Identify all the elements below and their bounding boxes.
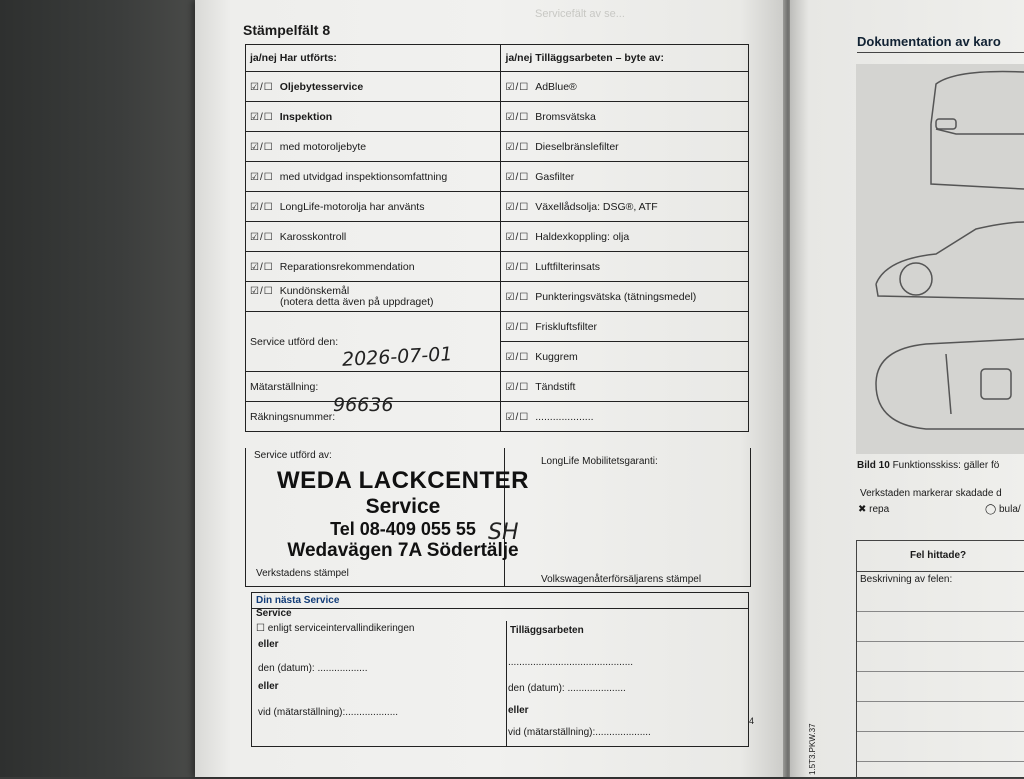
left-row: ☑/☐ Reparationsrekommendation (246, 252, 501, 282)
next-service-header: Service (256, 608, 292, 619)
checkbox-icon[interactable]: ☑/☐ (250, 141, 274, 153)
defects-found-header: Fel hittade? (910, 550, 967, 561)
page-title: Stämpelfält 8 (243, 22, 331, 38)
right-row: ☑/☐ Luftfilterinsats (501, 252, 749, 282)
handwritten-initials: SH (488, 520, 519, 545)
left-row: ☑/☐ Karosskontroll (246, 222, 501, 252)
car-outline-icon (856, 64, 1024, 454)
left-row: ☑/☐ Oljebytesservice (246, 72, 501, 102)
extra-date-field[interactable]: den (datum): ..................... (508, 683, 626, 694)
left-row: ☑/☐ Kundönskemål (notera detta även på uppdraget) (246, 282, 501, 312)
checkbox-icon[interactable]: ☑/☐ (505, 81, 530, 93)
divider (857, 731, 1024, 732)
show-through-heading: Servicefält av se... (535, 8, 625, 20)
right-row: ☑/☐ Växellådsolja: DSG®, ATF (501, 192, 749, 222)
divider (857, 761, 1024, 762)
checkbox-icon[interactable]: ☑/☐ (505, 231, 530, 243)
checkbox-icon[interactable]: ☑/☐ (505, 411, 530, 423)
interval-option[interactable]: ☐ enligt serviceintervallindikeringen (256, 623, 415, 634)
checkbox-icon[interactable]: ☑/☐ (250, 171, 274, 183)
checkbox-icon[interactable]: ☑/☐ (250, 81, 274, 93)
checkbox-icon[interactable]: ☑/☐ (505, 321, 530, 333)
or-label: eller (508, 705, 529, 716)
legend-scratch: ✖ repa (858, 504, 890, 515)
invoice-cell: Räkningsnummer: (246, 402, 501, 432)
stamp-company: WEDA LACKCENTER (277, 467, 529, 494)
checkbox-icon[interactable]: ☑/☐ (505, 111, 530, 123)
or-label: eller (258, 681, 279, 692)
checkbox-icon[interactable]: ☑/☐ (250, 261, 274, 273)
checkbox-icon[interactable]: ☑/☐ (505, 141, 530, 153)
handwritten-mileage: 96636 (333, 394, 394, 416)
next-mileage-field[interactable]: vid (mätarställning):................... (258, 707, 399, 718)
right-row: ☑/☐ Friskluftsfilter (501, 312, 749, 342)
right-row: ☑/☐ Tändstift (501, 372, 749, 402)
legend-dent: ◯ bula/ (985, 504, 1021, 515)
workshop-stamp-label: Verkstadens stämpel (256, 568, 349, 579)
or-label: eller (258, 639, 279, 650)
checkbox-icon[interactable]: ☑/☐ (250, 285, 274, 297)
right-row: ☑/☐ Dieselbränslefilter (501, 132, 749, 162)
divider (857, 52, 1024, 53)
right-page-title: Dokumentation av karo (857, 34, 1001, 49)
extra-work-header: Tilläggsarbeten (510, 625, 584, 636)
stamp-service: Service (365, 495, 441, 518)
stamp-phone: Tel 08-409 055 55 (330, 519, 476, 539)
checkbox-icon[interactable]: ☑/☐ (505, 381, 530, 393)
workshop-stamp (258, 467, 548, 562)
service-date-cell: Service utförd den: (246, 312, 501, 372)
checkbox-icon[interactable]: ☑/☐ (250, 111, 274, 123)
stamp-field-table (245, 44, 749, 432)
next-service-title: Din nästa Service (256, 595, 340, 606)
left-row: ☑/☐ med motoroljebyte (246, 132, 501, 162)
checkbox-icon[interactable]: ☑/☐ (505, 171, 530, 183)
checkbox-icon[interactable]: ☑/☐ (505, 261, 530, 273)
extra-mileage-field[interactable]: vid (mätarställning):.................... (508, 727, 651, 738)
figure-caption: Bild 10 Funktionsskiss: gäller fö (857, 460, 1000, 471)
checkbox-icon[interactable]: ☑/☐ (505, 351, 530, 363)
car-sketch-figure (856, 64, 1024, 454)
defects-description-label: Beskrivning av felen: (860, 574, 953, 585)
right-row: ☑/☐ Punkteringsvätska (tätningsmedel) (501, 282, 749, 312)
checkbox-icon[interactable]: ☑/☐ (505, 201, 530, 213)
left-row: ☑/☐ med utvidgad inspektionsomfattning (246, 162, 501, 192)
divider (506, 621, 507, 746)
next-date-field[interactable]: den (datum): .................. (258, 663, 368, 674)
background (0, 0, 200, 777)
left-row: ☑/☐ LongLife-motorolja har använts (246, 192, 501, 222)
col-right-header: ja/nej Tilläggsarbeten – byte av: (501, 45, 749, 72)
right-row: ☑/☐ Kuggrem (501, 342, 749, 372)
service-by-label: Service utförd av: (254, 450, 332, 461)
divider (857, 641, 1024, 642)
extra-work-field[interactable]: ............................................. (508, 657, 634, 668)
right-row: ☑/☐ AdBlue® (501, 72, 749, 102)
side-code: 1.5T3.PKW.37 (808, 723, 817, 775)
divider (857, 701, 1024, 702)
checkbox-icon[interactable]: ☑/☐ (250, 231, 274, 243)
left-row: ☑/☐ Inspektion (246, 102, 501, 132)
page-number: 4 (749, 716, 755, 726)
divider (857, 671, 1024, 672)
dealer-stamp-label: Volkswagenåterförsäljarens stämpel (541, 574, 702, 585)
next-service-box (251, 592, 749, 747)
right-row: ☑/☐ Haldexkoppling: olja (501, 222, 749, 252)
warranty-label: LongLife Mobilitetsgaranti: (541, 456, 658, 467)
checkbox-icon[interactable]: ☑/☐ (505, 291, 530, 303)
right-row: ☑/☐ Gasfilter (501, 162, 749, 192)
stamp-address: Wedavägen 7A Södertälje (287, 540, 519, 561)
divider (857, 611, 1024, 612)
instruction-text: Verkstaden markerar skadade d (860, 488, 1002, 499)
checkbox-icon[interactable]: ☑/☐ (250, 201, 274, 213)
handwritten-service-date: 2026-07-01 (341, 343, 453, 371)
right-row: ☑/☐ Bromsvätska (501, 102, 749, 132)
mileage-cell: Mätarställning: (246, 372, 501, 402)
right-row: ☑/☐ .................... (501, 402, 749, 432)
col-left-header: ja/nej Har utförts: (246, 45, 501, 72)
